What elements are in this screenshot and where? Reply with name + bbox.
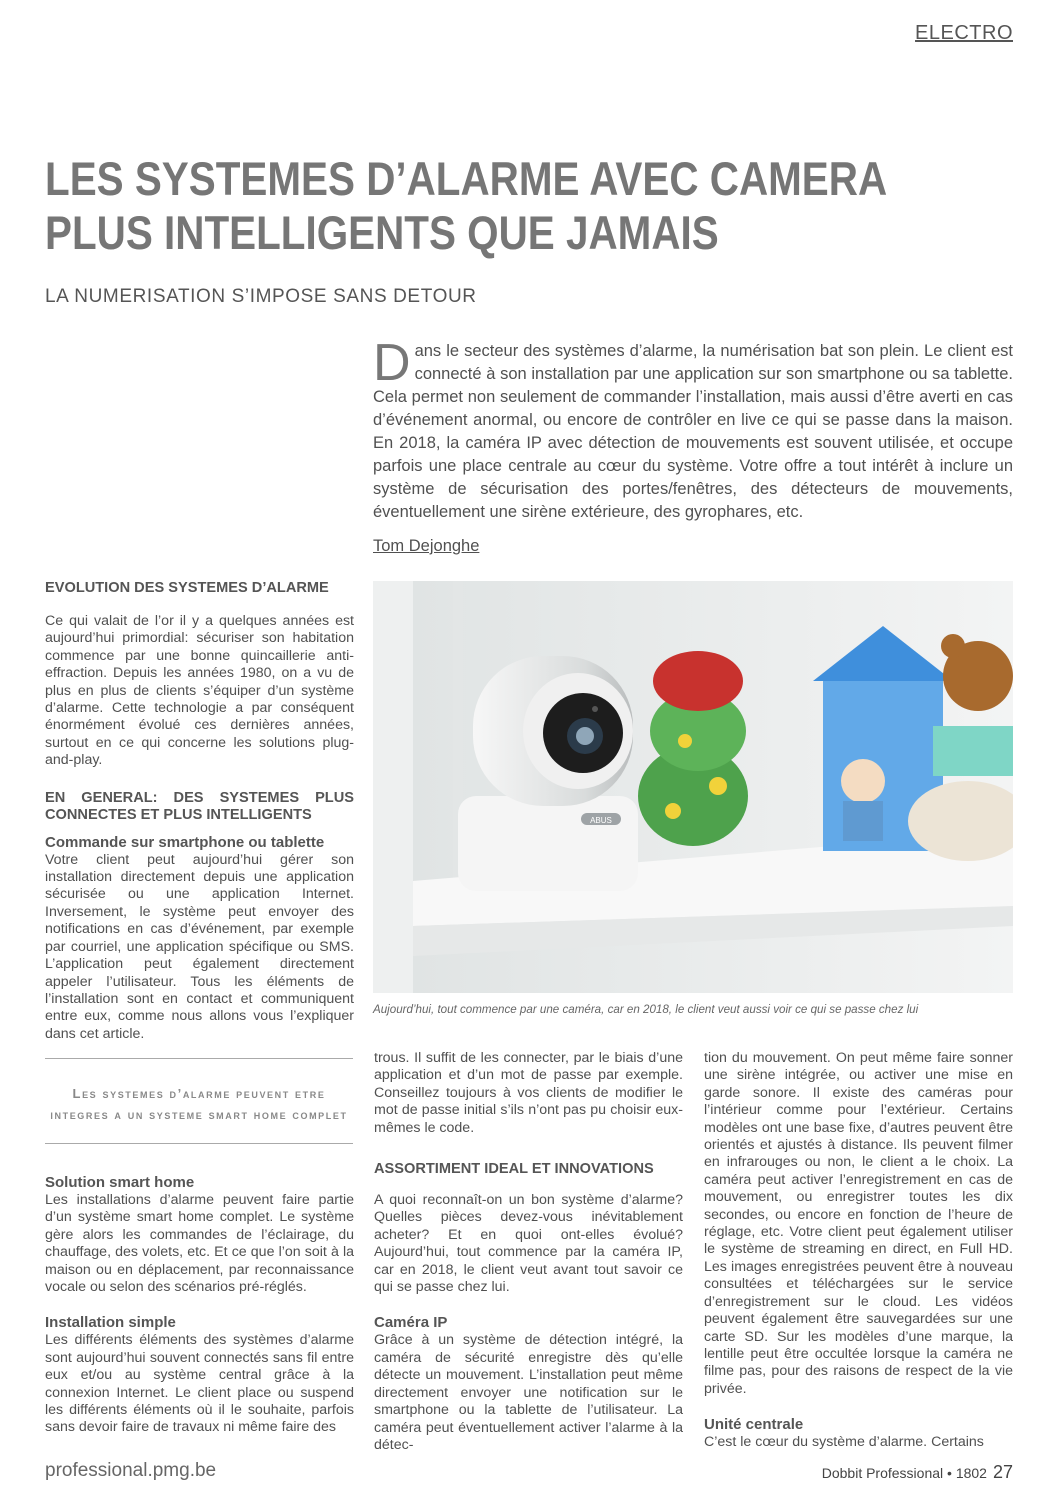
website-link[interactable]: professional.pmg.be: [45, 1460, 217, 1481]
heading-smarthome: Solution smart home: [45, 1174, 195, 1191]
heading-camera-ip: Caméra IP: [374, 1314, 448, 1332]
section-tag: ELECTRO: [915, 22, 1013, 44]
paragraph-right-continued: tion du mouvement. On peut même faire sonner une sirène intégrée, ou activer une mise en garde sonore. Il existe des caméras pour l’intérieur comme pour l’extérieur. Certains modèles ont une base fixe, d’autres peuvent être orientés et ajustés à distance. Ils peuvent filmer en infrarouges ou non, le client a le choix. La caméra peut activer l’enregistrement en cas de mouvement, ou enregistrer toutes les dix secondes, ou encore en fonction de l’heure de réglage, etc. Votre client peut également utiliser le système de streaming en direct, en Full HD. Les images enregistrées peuvent être à nouveau consultées et téléchargées sur le service d’enregistrement sur le cloud. Les vidéos peuvent également être sauvegardées sur une carte SD. Sur les modèles d’une marque, la lentille peut être occultée lorsque la caméra ne filme pas, pour des raisons de respect de la vie privée.: [704, 1050, 1013, 1397]
paragraph-installation: Les différents éléments des systèmes d’alarme sont aujourd’hui souvent connectés sans fil entre eux et/ou au système central grâce à la connexion Internet. Le client place ou suspend les différents éléments où il le souhaite, parfois sans devoir faire de travaux ni même faire des: [45, 1332, 354, 1436]
paragraph-evolution: Ce qui valait de l’or il y a quelques années est aujourd’hui primordial: sécuriser son habitation commence par une bonne quincaillerie anti-effraction. Depuis les années 1980, on a vu de plus en plus de clients s’équiper d’un système d’alarme. Cette technologie a par conséquent énormément évolué ces dernières années, surtout en ce qui concerne les solutions plug-and-play.: [45, 613, 354, 769]
intro-paragraph: [373, 334, 1013, 524]
intro-text: ans le secteur des systèmes d’alarme, la numérisation bat son plein. Le client est connecté à son installation par une application sur son smartphone ou sa tablette. Cela permet non seulement de commander l’installation, mais aussi d’être averti en cas d’événement anormal, ou encore de contrôler en live ce qui se passe dans la maison. En 2018, la caméra IP avec détection de mouvements est souvent utilisée, et occupe parfois une place centrale au cœur du système. Votre offre a tout intérêt à inclure un système de sécurisation des portes/fenêtres, des détecteurs de mouvements, éventuellement une sirène extérieure, des gyrophares, etc.: [373, 342, 1013, 521]
brand-label: ABUS: [590, 816, 612, 825]
camera-photo: [373, 581, 1013, 993]
article-subtitle: LA NUMERISATION S’IMPOSE SANS DETOUR: [45, 286, 477, 307]
paragraph-smartphone: Votre client peut aujourd’hui gérer son installation directement depuis une application sécurisée ou une application Internet. Inversement, le système peut envoyer des notifications en cas d’événement, par exemple par courriel, une application spécifique ou SMS. L’application peut également directement appeler l’utilisateur. Tous les éléments de l’installation sont en contact et communiquent entre eux, comme nous allons vous l’expliquer dans cet article.: [45, 851, 354, 1042]
heading-smartphone: Commande sur smartphone ou tablette: [45, 833, 325, 851]
heading-installation: Installation simple: [45, 1314, 176, 1332]
paragraph-mid-continued: trous. Il suffit de les connecter, par le biais d’une application et d’un mot de passe par exemple. Conseillez toujours à vos clients de modifier le mot de passe initial s’ils n’ont pas pu choisir eux-mêmes le code.: [374, 1050, 683, 1136]
paragraph-smarthome: Les installations d’alarme peuvent faire partie d’un système smart home complet. Le système gère alors les commandes de l’éclairage, du chauffage, des volets, etc. Et ce que l’on soit à la maison ou en déplacement, par reconnaissance vocale ou selon des scénarios pré-réglés.: [45, 1192, 354, 1296]
heading-evolution: EVOLUTION DES SYSTEMES D’ALARME: [45, 580, 329, 596]
left-column-lower: [45, 1174, 354, 1437]
heading-unite-centrale: Unité centrale: [704, 1416, 804, 1434]
magazine-issue: Dobbit Professional • 1802: [821, 1465, 987, 1481]
pull-quote: Les systemes d’alarme peuvent etre integres a un systeme smart home complet: [45, 1058, 353, 1144]
author-link[interactable]: Tom Dejonghe: [373, 537, 480, 555]
page-footer: [822, 1462, 1013, 1483]
left-column: [45, 580, 354, 1043]
drop-cap: D: [373, 334, 411, 392]
photo-caption: Aujourd’hui, tout commence par une caméra, car en 2018, le client veut aussi voir ce qui se passe chez lui: [373, 1003, 919, 1016]
middle-column: [374, 1050, 683, 1454]
paragraph-camera-ip: Grâce à un système de détection intégré, la caméra de sécurité enregistre dès qu’elle détecte un mouvement. L’installation peut même directement envoyer une notification sur le smartphone ou la tablette de l’utilisateur. La caméra peut éventuellement activer l’alarme à la détec-: [374, 1332, 683, 1453]
paragraph-assortiment: A quoi reconnaît-on un bon système d’alarme? Quelles pièces devez-vous inévitablement acheter? Et en quoi ont-elles évolué? Aujourd’hui, tout commence par la caméra IP, car en 2018, le client veut avant tout savoir ce qui se passe chez lui.: [374, 1192, 683, 1296]
title-line-2: PLUS INTELLIGENTS QUE JAMAIS: [45, 206, 719, 259]
heading-assortiment: ASSORTIMENT IDEAL ET INNOVATIONS: [374, 1161, 654, 1178]
title-line-1: LES SYSTEMES D’ALARME AVEC CAMERA: [45, 152, 888, 205]
right-column: [704, 1050, 1013, 1452]
page-number: 27: [992, 1462, 1013, 1482]
photo-illustration: [373, 581, 1013, 993]
paragraph-unite-centrale: C’est le cœur du système d’alarme. Certains: [704, 1434, 984, 1451]
article-title: [45, 152, 888, 260]
heading-general: EN GENERAL: DES SYSTEMES PLUS CONNECTES ET PLUS INTELLIGENTS: [45, 789, 354, 823]
